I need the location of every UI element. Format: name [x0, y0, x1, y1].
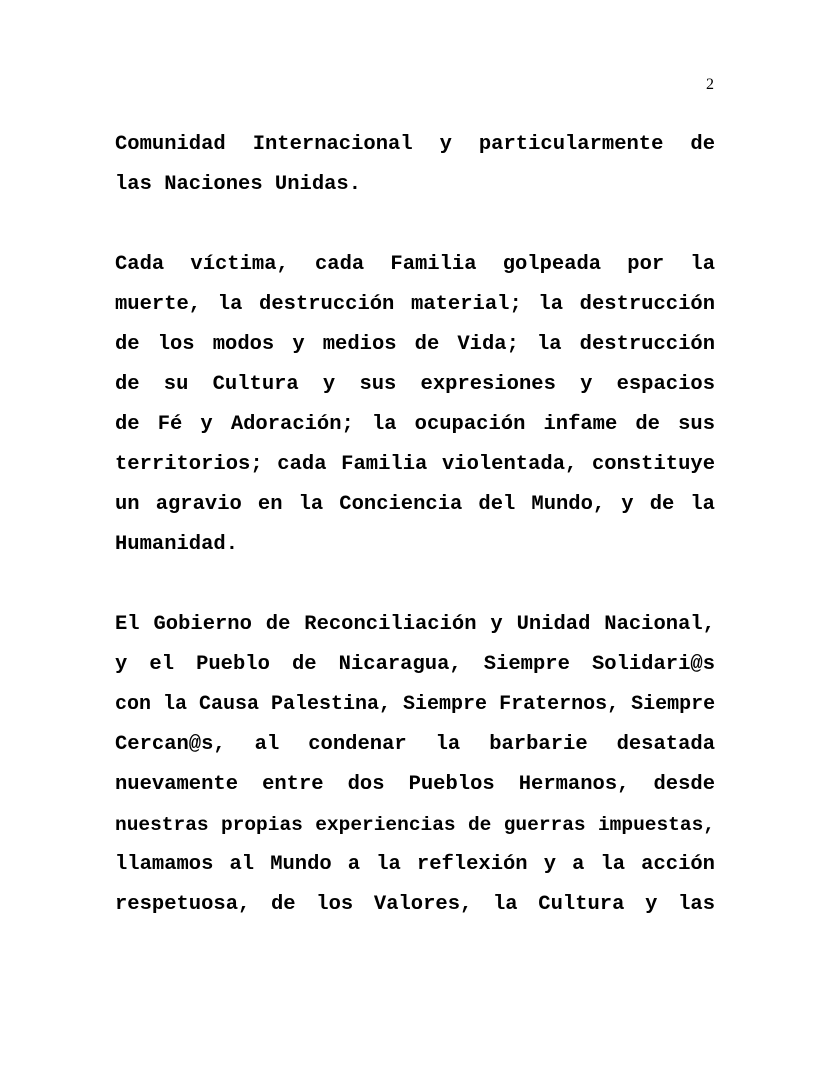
- text-line: respetuosa, de los Valores, la Cultura y las: [115, 893, 715, 916]
- text-line: Cercan@s, al condenar la barbarie desatada: [115, 733, 715, 756]
- paragraph: [115, 608, 715, 928]
- text-line: nuevamente entre dos Pueblos Hermanos, desde: [115, 773, 715, 796]
- text-line: de Fé y Adoración; la ocupación infame de sus: [115, 413, 715, 436]
- document-body: [115, 128, 715, 968]
- text-line: un agravio en la Conciencia del Mundo, y de la: [115, 493, 715, 516]
- text-line: de su Cultura y sus expresiones y espacios: [115, 373, 715, 396]
- text-line: Cada víctima, cada Familia golpeada por la: [115, 253, 715, 276]
- text-line: nuestras propias experiencias de guerras impuestas,: [115, 814, 715, 836]
- paragraph: [115, 128, 715, 208]
- text-line: Comunidad Internacional y particularmente de: [115, 133, 715, 156]
- text-line: territorios; cada Familia violentada, constituye: [115, 453, 715, 476]
- text-line: las Naciones Unidas.: [115, 173, 362, 196]
- text-line: llamamos al Mundo a la reflexión y a la acción: [115, 853, 715, 876]
- text-line: El Gobierno de Reconciliación y Unidad Nacional,: [115, 613, 715, 636]
- text-line: Humanidad.: [115, 533, 239, 556]
- page-number: 2: [706, 76, 714, 93]
- paragraph: [115, 248, 715, 568]
- text-line: muerte, la destrucción material; la destrucción: [115, 293, 715, 316]
- text-line: y el Pueblo de Nicaragua, Siempre Solidari@s: [115, 653, 715, 676]
- text-line: con la Causa Palestina, Siempre Fraternos, Siempre: [115, 693, 716, 716]
- text-line: de los modos y medios de Vida; la destrucción: [115, 333, 715, 356]
